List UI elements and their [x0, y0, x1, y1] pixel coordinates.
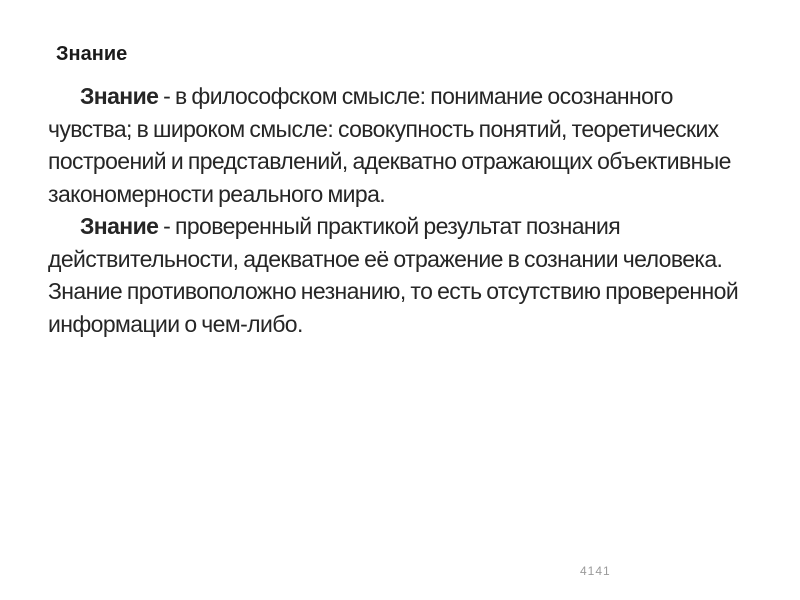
- slide-title: Знание: [56, 43, 128, 65]
- term-label: Знание: [80, 213, 159, 239]
- term-label: Знание: [80, 83, 159, 109]
- definition-paragraph-1: [48, 80, 748, 210]
- page-number: 4141: [580, 564, 611, 578]
- slide-body: [48, 80, 748, 340]
- definition-paragraph-2: [48, 210, 748, 340]
- definition-text: - в философском смысле: понимание осознанного чувства; в широком смысле: совокупность понятий, теоретических построений и представлений, адекватно отражающих объективные закономерности реального мира.: [48, 83, 731, 207]
- definition-text: - проверенный практикой результат познания действительности, адекватное её отражение в сознании человека. Знание противоположно незнанию, то есть отсутствию проверенной информации о чем-либо.: [48, 213, 739, 337]
